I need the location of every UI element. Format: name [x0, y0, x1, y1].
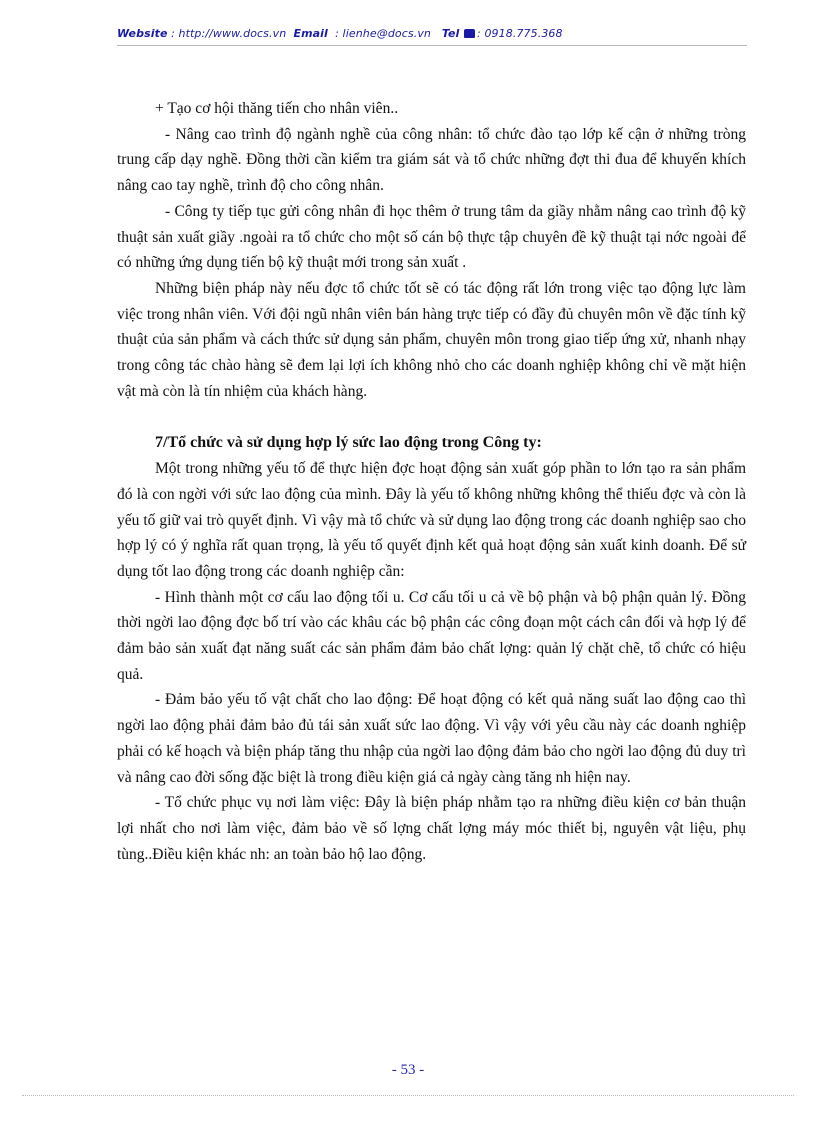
document-body: [117, 96, 746, 867]
page-header: [117, 27, 563, 40]
paragraph-training: - Công ty tiếp tục gửi công nhân đi học thêm ở trung tâm da giầy nhằm nâng cao trình độ kỹ thuật sản xuất giầy .ngoài ra tổ chức cho một số cán bộ thực tập chuyên đề kỹ thuật tại nớc ngoài để có những ứng dụng tiến bộ kỹ thuật mới trong sản xuất .: [117, 202, 746, 272]
email-link[interactable]: : lienhe@docs.vn: [335, 27, 432, 40]
paragraph-labor-structure: - Hình thành một cơ cấu lao động tối u. Cơ cấu tối u cả về bộ phận và bộ phận quản lý. Đồng thời ngời lao động đợc bố trí vào các khâu các bộ phận các công đoạn một cách cân đối và hợp lý để đảm bảo sản xuất đạt năng suất các sản phẩm đảm bảo chất lợng: quản lý chặt chẽ, tổ chức có hiệu quả.: [117, 588, 746, 683]
section-spacer: [117, 404, 746, 430]
paragraph-labor-intro: Một trong những yếu tố để thực hiện đợc hoạt động sản xuất góp phần to lớn tạo ra sản phẩm đó là con ngời với sức lao động của mình. Đây là yếu tố không những không thể thiếu đợc và còn là yếu tố giữ vai trò quyết định. Vì vậy mà tổ chức và sử dụng lao động trong các doanh nghiệp sao cho hợp lý có ý nghĩa rất quan trọng, là yếu tố quyết định kết quả hoạt động sản xuất kinh doanh. Để sử dụng tốt lao động trong các doanh nghiệp cần:: [117, 460, 746, 580]
paragraph-material-conditions: - Đảm bảo yếu tố vật chất cho lao động: Để hoạt động có kết quả năng suất lao động cao thì ngời lao động phải đảm bảo đủ tái sản xuất sức lao động. Vì vậy với yêu cầu này các doanh nghiệp phải có kế hoạch và biện pháp tăng thu nhập của ngời lao động đảm bảo cho ngời lao động đủ duy trì và nâng cao đời sống đặc biệt là trong điều kiện giá cả ngày càng tăng nh hiện nay.: [117, 691, 746, 786]
header-divider: [117, 45, 747, 46]
paragraph-skills: - Nâng cao trình độ ngành nghề của công nhân: tổ chức đào tạo lớp kế cận ở những tròng trung cấp dạy nghề. Đồng thời cần kiểm tra giám sát và tổ chức những đợt thi đua để khuyến khích nâng cao tay nghề, trình độ cho công nhân.: [117, 125, 746, 195]
footer-divider: [22, 1095, 794, 1096]
tel-label: Tel: [441, 27, 460, 40]
paragraph-workplace: - Tổ chức phục vụ nơi làm việc: Đây là biện pháp nhằm tạo ra những điều kiện cơ bản thuận lợi nhất cho nơi làm việc, đảm bảo về số lợng chất lợng máy móc thiết bị, nguyên vật liệu, phụ tùng..Điều kiện khác nh: an toàn bảo hộ lao động.: [117, 794, 746, 863]
page-number: - 53 -: [391, 1062, 425, 1078]
paragraph-promotion: + Tạo cơ hội thăng tiến cho nhân viên..: [155, 100, 399, 117]
paragraph-measures: Những biện pháp này nếu đợc tổ chức tốt sẽ có tác động rất lớn trong việc tạo động lực làm việc trong nhân viên. Với đội ngũ nhân viên bán hàng trực tiếp có đầy đủ chuyên môn về đặc tính kỹ thuật của sản phẩm và cách thức sử dụng sản phẩm, chuyên môn trong giao tiếp ứng xử, nhanh nhạy trong công tác chào hàng sẽ đem lại lợi ích không nhỏ cho các doanh nghiệp không chỉ về mặt hiện vật mà còn là tín nhiệm của khách hàng.: [117, 279, 746, 400]
phone-icon: [464, 29, 475, 38]
tel-value: : 0918.775.368: [477, 27, 563, 40]
website-label: Website: [117, 27, 168, 40]
website-link[interactable]: : http://www.docs.vn: [171, 27, 287, 40]
section-heading: 7/Tổ chức và sử dụng hợp lý sức lao động trong Công ty:: [155, 434, 542, 452]
email-label: Email: [293, 27, 328, 40]
